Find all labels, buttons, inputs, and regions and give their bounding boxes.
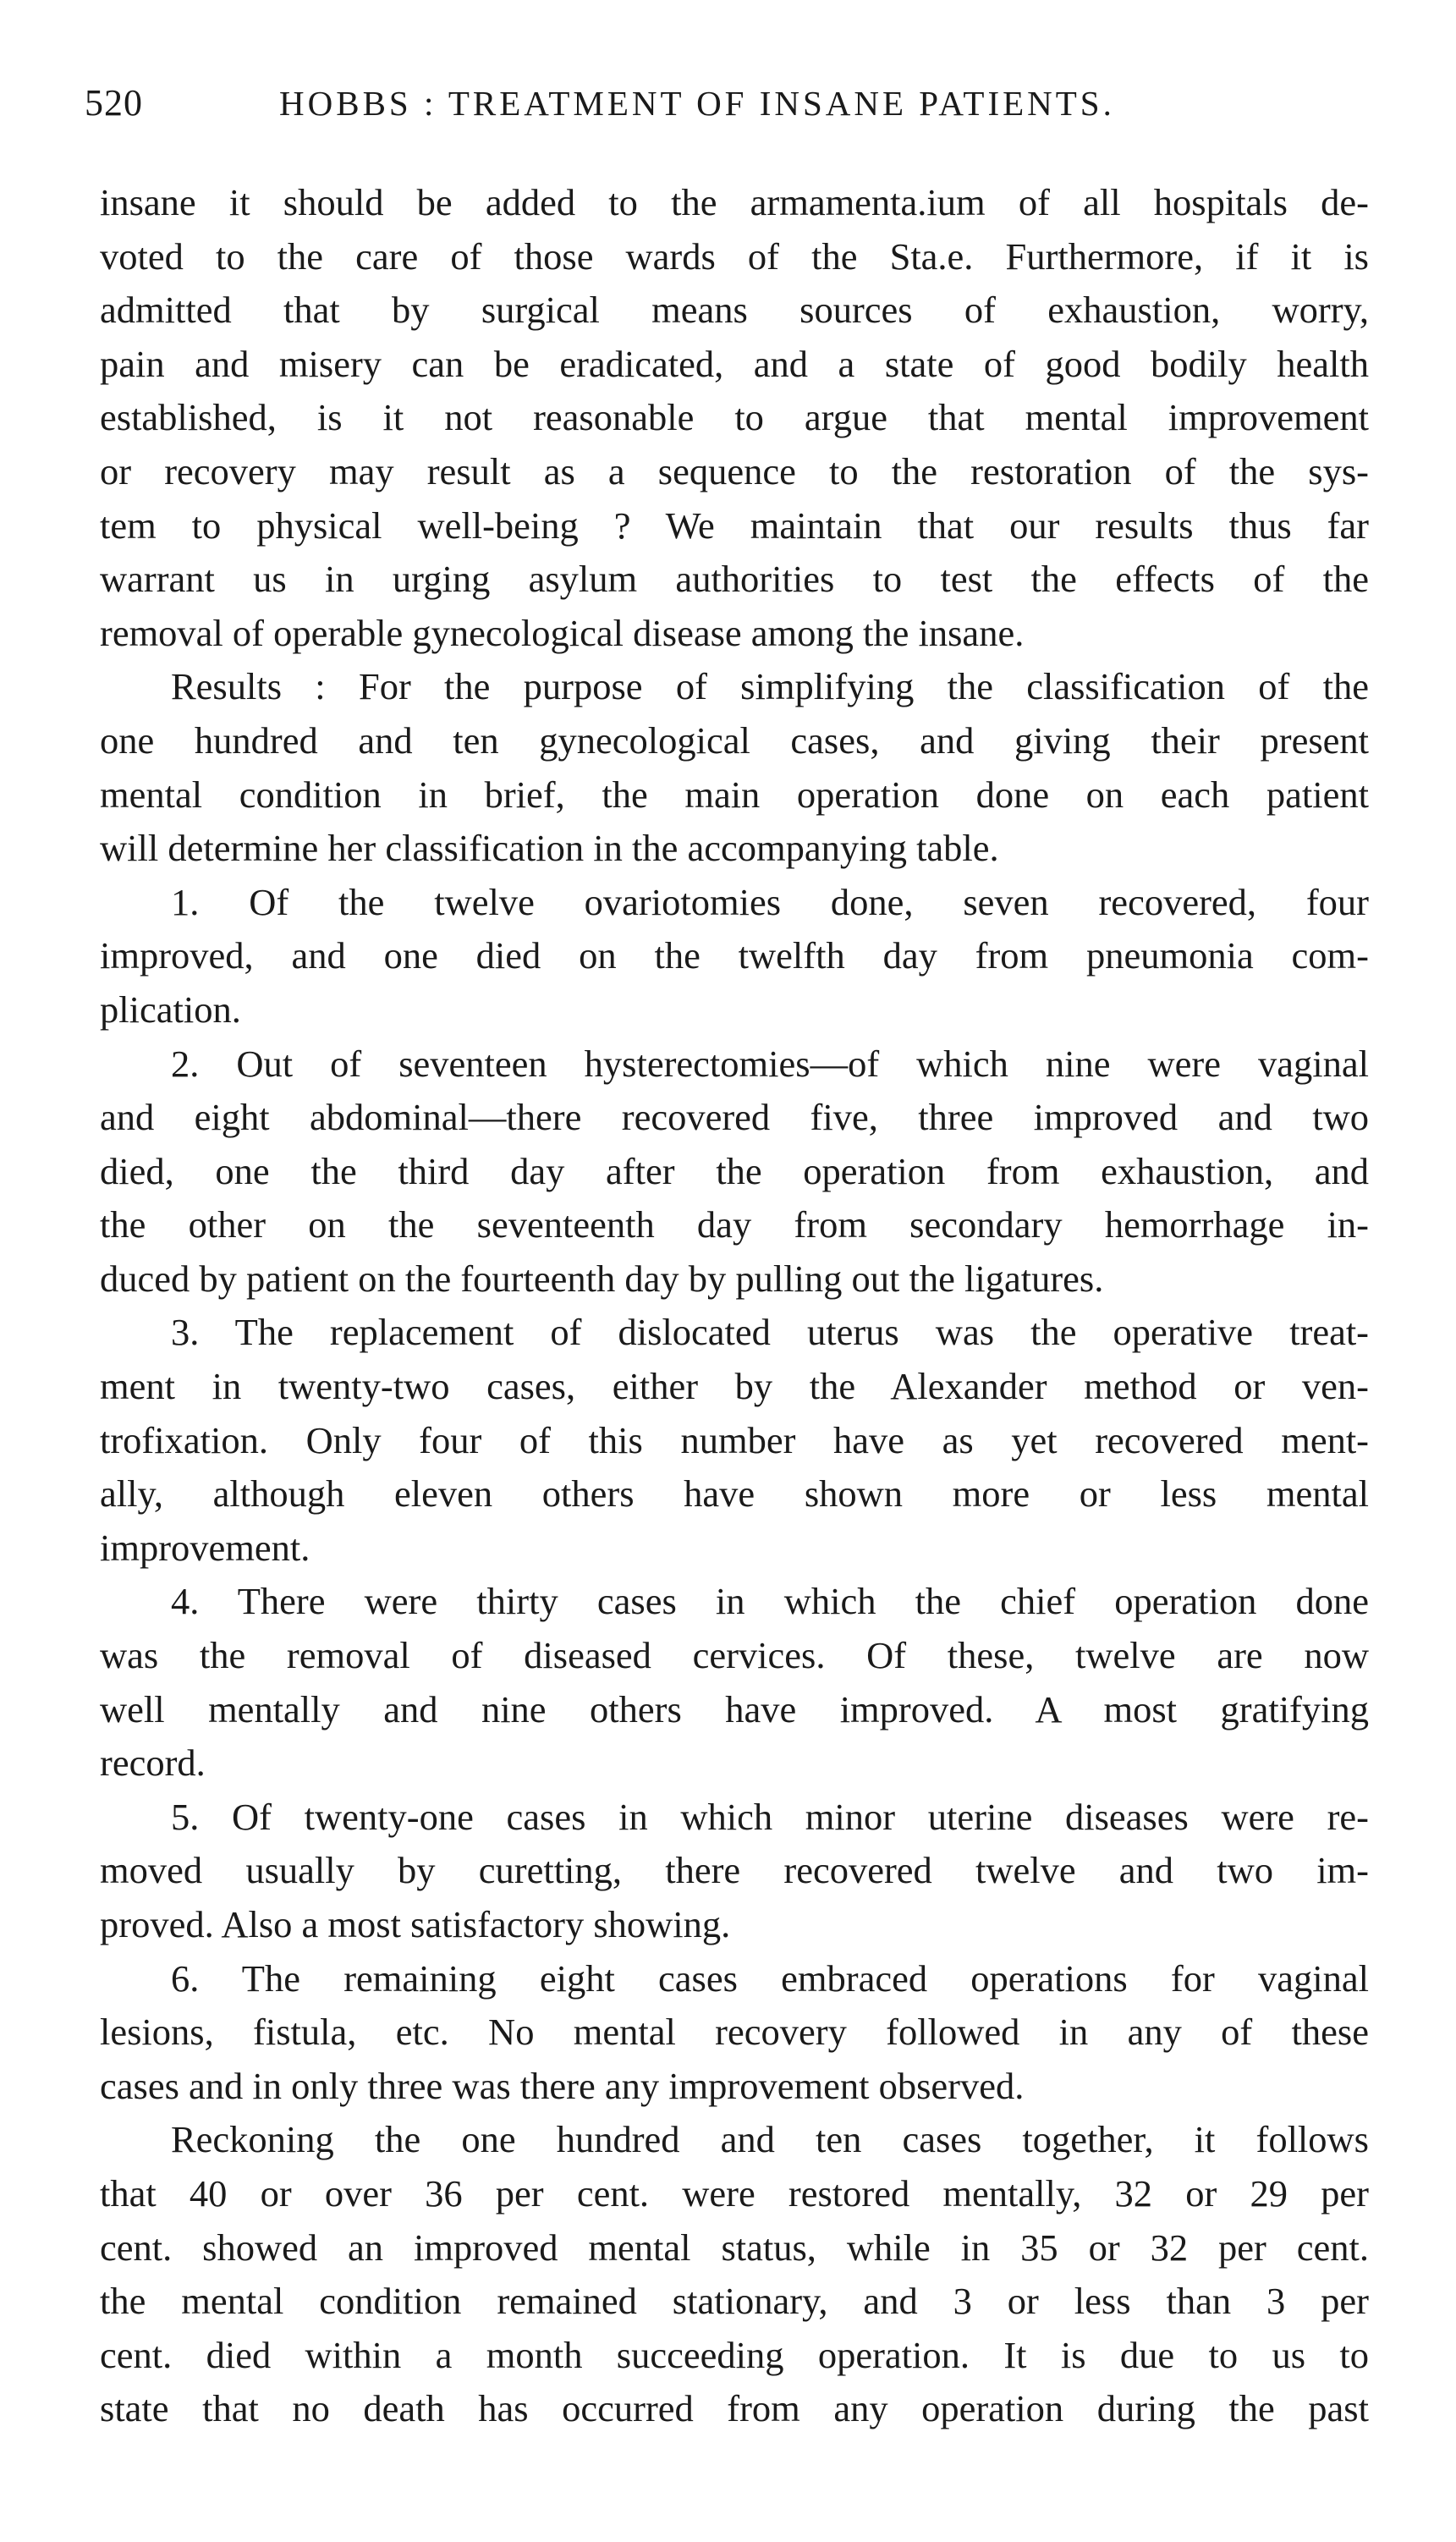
text-line: tem to physical well-being ? We maintain that our results thus far xyxy=(100,503,1369,547)
page-number: 520 xyxy=(85,82,143,124)
text-line: duced by patient on the fourteenth day by pulling out the ligatures. xyxy=(100,1257,1104,1300)
text-line: ally, although eleven others have shown more or less mental xyxy=(100,1472,1369,1516)
text-line: ment in twenty-two cases, either by the Alexander method or ven- xyxy=(100,1365,1369,1408)
text-line: lesions, fistula, etc. No mental recovery followed in any of these xyxy=(100,2011,1369,2054)
body-text xyxy=(100,176,1369,2436)
text-line: mental condition in brief, the main operation done on each patient xyxy=(100,773,1369,816)
text-line: 4. There were thirty cases in which the chief operation done xyxy=(171,1580,1369,1623)
text-line: admitted that by surgical means sources of exhaustion, worry, xyxy=(100,289,1369,332)
text-line: improvement. xyxy=(100,1526,310,1569)
text-line: improved, and one died on the twelfth day from pneumonia com- xyxy=(100,934,1369,977)
text-line: trofixation. Only four of this number have as yet recovered ment- xyxy=(100,1418,1369,1461)
text-line: removal of operable gynecological disease among the insane. xyxy=(100,611,1025,654)
text-line: was the removal of diseased cervices. Of these, twelve are now xyxy=(100,1634,1369,1677)
text-line: the other on the seventeenth day from secondary hemorrhage in- xyxy=(100,1203,1369,1246)
text-line: well mentally and nine others have improved. A most gratifying xyxy=(100,1687,1369,1730)
text-line: Reckoning the one hundred and ten cases together, it follows xyxy=(171,2118,1369,2161)
text-line: that 40 or over 36 per cent. were restored mentally, 32 or 29 per xyxy=(100,2171,1369,2215)
text-line: 5. Of twenty-one cases in which minor uterine diseases were re- xyxy=(171,1795,1369,1838)
text-line: cases and in only three was there any improvement observed. xyxy=(100,2064,1025,2107)
text-line: 1. Of the twelve ovariotomies done, seven recovered, four xyxy=(171,880,1369,923)
text-line: will determine her classification in the accompanying table. xyxy=(100,827,999,870)
running-head: HOBBS : TREATMENT OF INSANE PATIENTS. xyxy=(279,84,1115,123)
text-line: insane it should be added to the armamenta.ium of all hospitals de- xyxy=(100,181,1369,223)
text-line: 3. The replacement of dislocated uterus was the operative treat- xyxy=(171,1311,1369,1354)
text-line: cent. showed an improved mental status, while in 35 or 32 per cent. xyxy=(100,2226,1369,2269)
text-line: 6. The remaining eight cases embraced operations for vaginal xyxy=(171,1956,1369,2000)
text-line: pain and misery can be eradicated, and a state of good bodily health xyxy=(100,342,1369,385)
text-line: proved. Also a most satisfactory showing. xyxy=(100,1903,731,1945)
text-line: record. xyxy=(100,1741,206,1785)
text-line: cent. died within a month succeeding operation. It is due to us to xyxy=(100,2333,1369,2376)
text-line: died, one the third day after the operation from exhaustion, and xyxy=(100,1149,1369,1192)
text-line: Results : For the purpose of simplifying the classification of the xyxy=(171,665,1369,708)
text-line: the mental condition remained stationary, and 3 or less than 3 per xyxy=(100,2280,1369,2323)
page-header xyxy=(85,78,1371,129)
text-line: 2. Out of seventeen hysterectomies—of which nine were vaginal xyxy=(171,1042,1369,1085)
text-line: or recovery may result as a sequence to the restoration of the sys- xyxy=(100,449,1369,492)
text-line: warrant us in urging asylum authorities to test the effects of the xyxy=(100,558,1369,601)
text-line: established, is it not reasonable to argue that mental improvement xyxy=(100,396,1369,439)
text-line: state that no death has occurred from any operation during the past xyxy=(100,2387,1369,2430)
text-line: and eight abdominal—there recovered five, three improved and two xyxy=(100,1096,1369,1139)
text-line: plication. xyxy=(100,988,241,1031)
text-line: one hundred and ten gynecological cases, and giving their present xyxy=(100,718,1369,762)
text-line: voted to the care of those wards of the Sta.e. Furthermore, if it is xyxy=(100,234,1369,278)
text-line: moved usually by curetting, there recovered twelve and two im- xyxy=(100,1849,1369,1892)
